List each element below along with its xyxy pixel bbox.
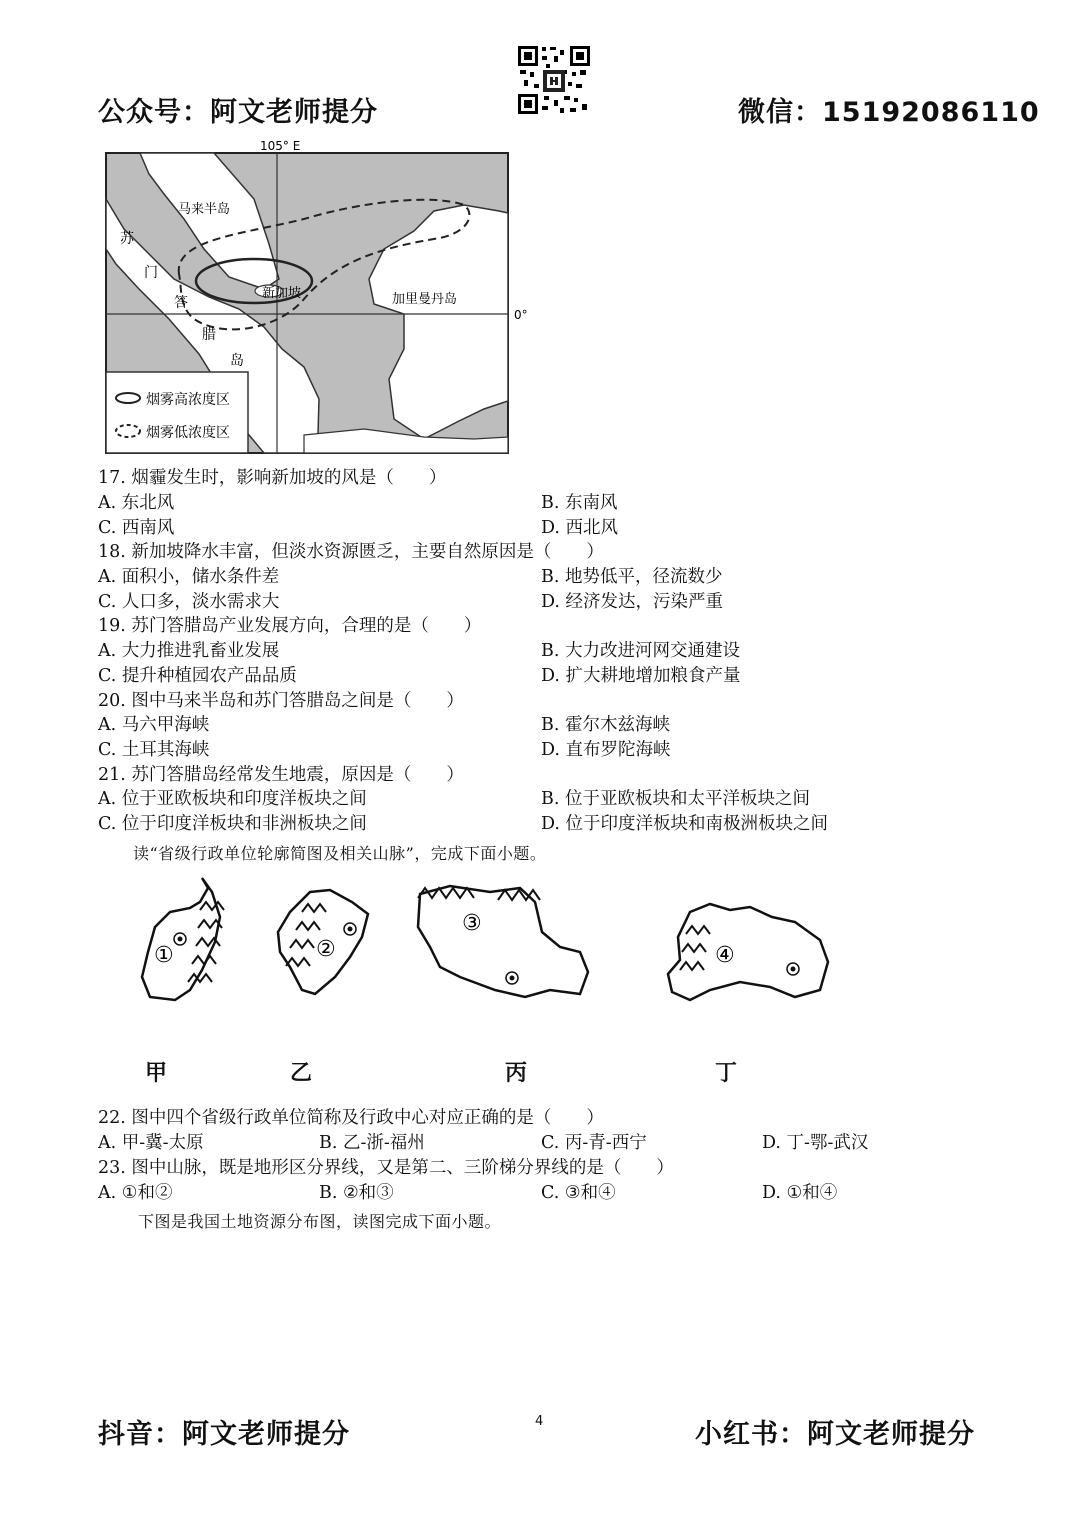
question-18-stem: 18. 新加坡降水丰富，但淡水资源匮乏，主要自然原因是（ ） xyxy=(98,542,604,562)
province-bing xyxy=(418,886,588,997)
question-21-stem: 21. 苏门答腊岛经常发生地震，原因是（ ） xyxy=(98,765,464,785)
q19-option-b[interactable]: B. 大力改进河网交通建设 xyxy=(541,641,740,661)
province-num-4: ④ xyxy=(715,943,735,968)
label-dao: 岛 xyxy=(230,353,244,369)
header-left-account: 公众号：阿文老师提分 xyxy=(98,97,378,128)
q22-option-b[interactable]: B. 乙-浙-福州 xyxy=(319,1133,425,1153)
label-da: 答 xyxy=(174,295,188,311)
lon-label: 105° E xyxy=(260,139,301,153)
province-outlines xyxy=(130,872,850,1012)
province-label-bing: 丙 xyxy=(505,1061,528,1086)
q22-option-d[interactable]: D. 丁-鄂-武汉 xyxy=(762,1133,869,1153)
q18-option-c[interactable]: C. 人口多，淡水需求大 xyxy=(98,592,280,612)
province-jia xyxy=(142,878,224,1000)
footer-left-douyin: 抖音：阿文老师提分 xyxy=(98,1419,350,1450)
q22-option-c[interactable]: C. 丙-青-西宁 xyxy=(541,1133,647,1153)
q17-option-a[interactable]: A. 东北风 xyxy=(98,493,175,513)
q18-option-d[interactable]: D. 经济发达，污染严重 xyxy=(541,592,724,612)
lead-province-outline: 读“省级行政单位轮廓简图及相关山脉”，完成下面小题。 xyxy=(133,844,547,863)
legend-high: 烟雾高浓度区 xyxy=(146,392,230,408)
q23-option-a[interactable]: A. ①和② xyxy=(98,1183,173,1203)
label-men: 门 xyxy=(144,265,158,281)
province-num-3: ③ xyxy=(462,911,482,936)
q21-option-b[interactable]: B. 位于亚欧板块和太平洋板块之间 xyxy=(541,789,810,809)
qr-code-icon xyxy=(516,44,592,116)
q18-option-b[interactable]: B. 地势低平，径流数少 xyxy=(541,567,723,587)
q21-option-a[interactable]: A. 位于亚欧板块和印度洋板块之间 xyxy=(98,789,367,809)
label-la: 腊 xyxy=(202,327,216,343)
q20-option-a[interactable]: A. 马六甲海峡 xyxy=(98,715,210,735)
label-malay: 马来半岛 xyxy=(178,202,231,217)
lat-label: 0° xyxy=(514,308,528,322)
q17-option-c[interactable]: C. 西南风 xyxy=(98,518,175,538)
q20-option-d[interactable]: D. 直布罗陀海峡 xyxy=(541,740,671,760)
question-23-stem: 23. 图中山脉，既是地形区分界线，又是第二、三阶梯分界线的是（ ） xyxy=(98,1158,674,1178)
page-number: 4 xyxy=(535,1414,544,1429)
q23-option-b[interactable]: B. ②和③ xyxy=(319,1183,394,1203)
q22-option-a[interactable]: A. 甲-冀-太原 xyxy=(98,1133,204,1153)
q19-option-d[interactable]: D. 扩大耕地增加粮食产量 xyxy=(541,666,741,686)
q19-option-c[interactable]: C. 提升种植园农产品品质 xyxy=(98,666,297,686)
province-ding xyxy=(668,904,828,1000)
q17-option-b[interactable]: B. 东南风 xyxy=(541,493,618,513)
question-19-stem: 19. 苏门答腊岛产业发展方向，合理的是（ ） xyxy=(98,616,482,636)
province-num-2: ② xyxy=(316,937,336,962)
q23-option-c[interactable]: C. ③和④ xyxy=(541,1183,616,1203)
q17-option-d[interactable]: D. 西北风 xyxy=(541,518,619,538)
label-su: 苏 xyxy=(120,231,134,247)
q21-option-c[interactable]: C. 位于印度洋板块和非洲板块之间 xyxy=(98,814,367,834)
footer-right-xiaohongshu: 小红书：阿文老师提分 xyxy=(695,1419,975,1450)
question-22-stem: 22. 图中四个省级行政单位简称及行政中心对应正确的是（ ） xyxy=(98,1108,604,1128)
q23-option-d[interactable]: D. ①和④ xyxy=(762,1183,838,1203)
q20-option-c[interactable]: C. 土耳其海峡 xyxy=(98,740,210,760)
province-label-jia: 甲 xyxy=(145,1061,168,1086)
question-17-stem: 17. 烟霾发生时，影响新加坡的风是（ ） xyxy=(98,468,447,488)
q21-option-d[interactable]: D. 位于印度洋板块和南极洲板块之间 xyxy=(541,814,829,834)
lead-land-resources: 下图是我国土地资源分布图，读图完成下面小题。 xyxy=(138,1212,502,1231)
q20-option-b[interactable]: B. 霍尔木兹海峡 xyxy=(541,715,670,735)
label-singapore: 新加坡 xyxy=(262,286,302,301)
province-label-yi: 乙 xyxy=(290,1061,313,1086)
question-20-stem: 20. 图中马来半岛和苏门答腊岛之间是（ ） xyxy=(98,691,464,711)
province-label-ding: 丁 xyxy=(715,1061,738,1086)
label-borneo: 加里曼丹岛 xyxy=(392,292,458,307)
haze-map xyxy=(104,139,528,457)
province-num-1: ① xyxy=(154,943,174,968)
q19-option-a[interactable]: A. 大力推进乳畜业发展 xyxy=(98,641,280,661)
header-right-wechat: 微信：15192086110 xyxy=(738,97,1040,128)
q18-option-a[interactable]: A. 面积小，储水条件差 xyxy=(98,567,280,587)
legend-low: 烟雾低浓度区 xyxy=(146,425,230,441)
